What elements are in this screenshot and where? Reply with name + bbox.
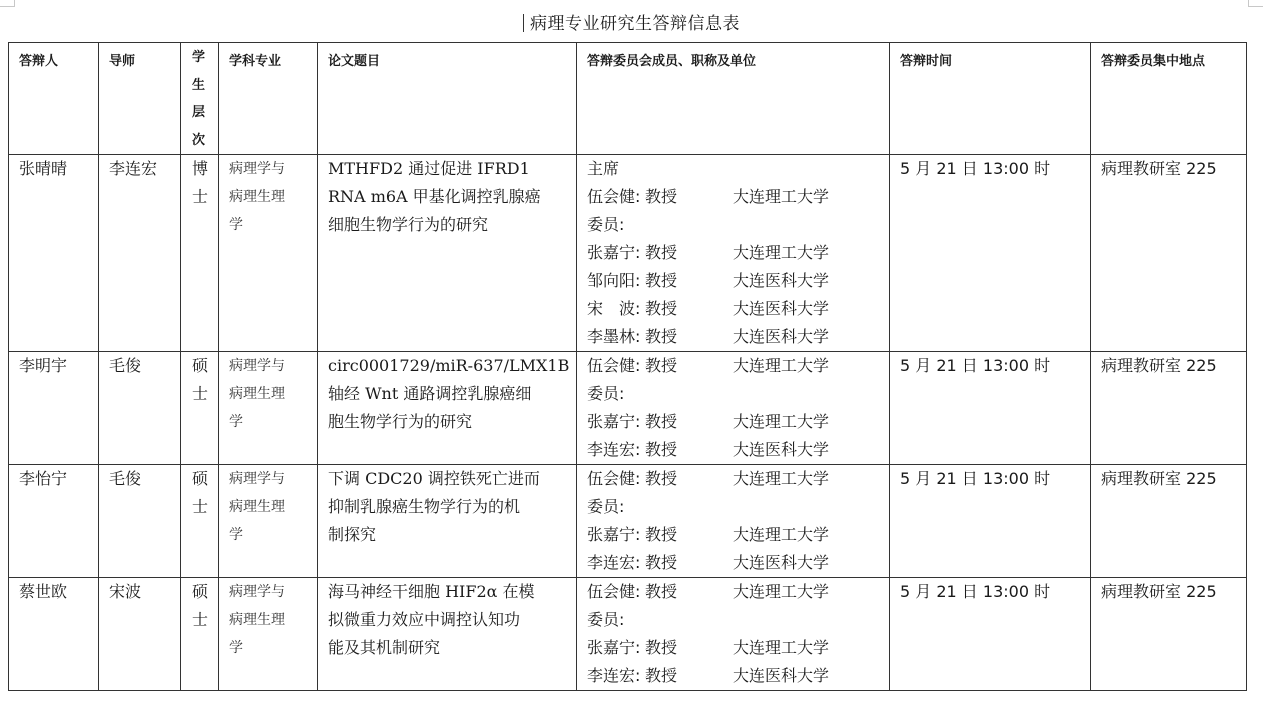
major-cell[interactable]: 病理学与 病理生理 学: [219, 352, 318, 465]
members-label: 委员:: [587, 497, 625, 516]
corner-mark-left: [0, 0, 15, 7]
location-cell[interactable]: 病理教研室 225: [1091, 155, 1247, 352]
level-cell[interactable]: 博 士: [181, 155, 219, 352]
committee-member: 李连宏: 教授 大连医科大学: [587, 440, 830, 459]
level-cell[interactable]: 硕 士: [181, 578, 219, 691]
table-row: [9, 465, 1247, 578]
thesis-cell[interactable]: 海马神经干细胞 HIF2α 在模 拟微重力效应中调控认知功 能及其机制研究: [318, 578, 577, 691]
time-cell[interactable]: 5 月 21 日 13:00 时: [890, 155, 1091, 352]
header-committee[interactable]: 答辩委员会成员、职称及单位: [577, 43, 890, 155]
location-cell[interactable]: 病理教研室 225: [1091, 465, 1247, 578]
title-bar: [0, 9, 1263, 34]
time-cell[interactable]: 5 月 21 日 13:00 时: [890, 352, 1091, 465]
major-cell[interactable]: 病理学与 病理生理 学: [219, 465, 318, 578]
committee-chair: 伍会健: 教授 大连理工大学: [587, 582, 830, 601]
chair-label: 主席: [587, 159, 620, 178]
advisor-cell[interactable]: 毛俊: [99, 465, 181, 578]
header-thesis[interactable]: 论文题目: [318, 43, 577, 155]
thesis-cell[interactable]: 下调 CDC20 调控铁死亡进而 抑制乳腺癌生物学行为的机 制探究: [318, 465, 577, 578]
level-cell[interactable]: 硕 士: [181, 352, 219, 465]
committee-cell[interactable]: [577, 465, 890, 578]
committee-member: 张嘉宁: 教授 大连理工大学: [587, 412, 830, 431]
committee-member: 李连宏: 教授 大连医科大学: [587, 553, 830, 572]
header-student[interactable]: 答辩人: [9, 43, 99, 155]
table-row: [9, 155, 1247, 352]
committee-member: 宋 波: 教授 大连医科大学: [587, 299, 830, 318]
committee-member: 张嘉宁: 教授 大连理工大学: [587, 525, 830, 544]
committee-cell[interactable]: [577, 352, 890, 465]
time-cell[interactable]: 5 月 21 日 13:00 时: [890, 465, 1091, 578]
header-row: [9, 43, 1247, 155]
committee-member: 张嘉宁: 教授 大连理工大学: [587, 243, 830, 262]
committee-member: 李连宏: 教授 大连医科大学: [587, 666, 830, 685]
members-label: 委员:: [587, 215, 625, 234]
header-major[interactable]: 学科专业: [219, 43, 318, 155]
committee-cell[interactable]: [577, 155, 890, 352]
advisor-cell[interactable]: 毛俊: [99, 352, 181, 465]
corner-mark-right: [1248, 0, 1263, 7]
major-cell[interactable]: 病理学与 病理生理 学: [219, 155, 318, 352]
header-location[interactable]: 答辩委员集中地点: [1091, 43, 1247, 155]
defense-info-table: [8, 42, 1247, 691]
time-cell[interactable]: 5 月 21 日 13:00 时: [890, 578, 1091, 691]
members-label: 委员:: [587, 384, 625, 403]
committee-cell[interactable]: [577, 578, 890, 691]
student-cell[interactable]: 蔡世欧: [9, 578, 99, 691]
header-advisor[interactable]: 导师: [99, 43, 181, 155]
table-row: [9, 352, 1247, 465]
header-level[interactable]: 学 生 层 次: [181, 43, 219, 155]
table-row: [9, 578, 1247, 691]
student-cell[interactable]: 李怡宁: [9, 465, 99, 578]
committee-chair: 伍会健: 教授 大连理工大学: [587, 187, 830, 206]
student-cell[interactable]: 张晴晴: [9, 155, 99, 352]
page-title[interactable]: 病理专业研究生答辩信息表: [530, 14, 740, 34]
student-cell[interactable]: 李明宇: [9, 352, 99, 465]
committee-member: 张嘉宁: 教授 大连理工大学: [587, 638, 830, 657]
members-label: 委员:: [587, 610, 625, 629]
header-time[interactable]: 答辩时间: [890, 43, 1091, 155]
thesis-cell[interactable]: MTHFD2 通过促进 IFRD1 RNA m6A 甲基化调控乳腺癌 细胞生物学行为的研究: [318, 155, 577, 352]
location-cell[interactable]: 病理教研室 225: [1091, 352, 1247, 465]
committee-member: 李墨林: 教授 大连医科大学: [587, 327, 830, 346]
advisor-cell[interactable]: 宋波: [99, 578, 181, 691]
advisor-cell[interactable]: 李连宏: [99, 155, 181, 352]
text-cursor: [523, 14, 524, 32]
location-cell[interactable]: 病理教研室 225: [1091, 578, 1247, 691]
committee-chair: 伍会健: 教授 大连理工大学: [587, 356, 830, 375]
thesis-cell[interactable]: circ0001729/miR-637/LMX1B 轴经 Wnt 通路调控乳腺癌细 胞生物学行为的研究: [318, 352, 577, 465]
committee-chair: 伍会健: 教授 大连理工大学: [587, 469, 830, 488]
level-cell[interactable]: 硕 士: [181, 465, 219, 578]
committee-member: 邹向阳: 教授 大连医科大学: [587, 271, 830, 290]
major-cell[interactable]: 病理学与 病理生理 学: [219, 578, 318, 691]
